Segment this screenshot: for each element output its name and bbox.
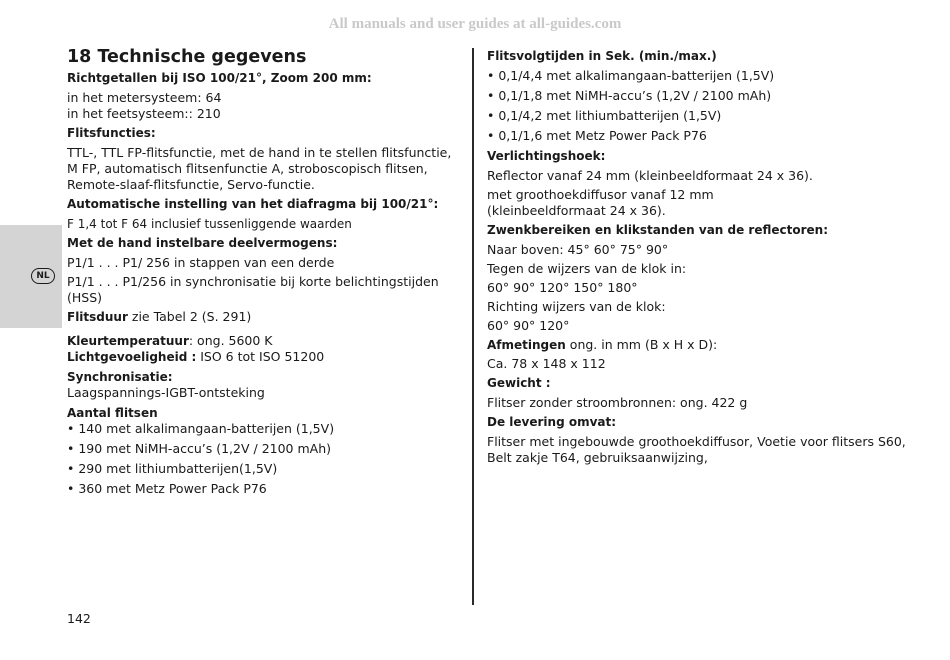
language-badge: NL [31, 268, 55, 284]
flash-count-item: • 190 met NiMH-accu’s (1,2V / 2100 mAh) [67, 441, 332, 456]
angle-heading: Verlichtingshoek: [487, 149, 606, 163]
guide-number-metric: in het metersysteem: 64 [67, 90, 222, 105]
aperture-heading: Automatische instelling van het diafragma bij 100/21°: [67, 197, 439, 211]
color-temp-text: : ong. 5600 K [188, 333, 273, 348]
sync-heading: Synchronisatie: [67, 370, 173, 384]
column-divider [472, 48, 474, 605]
swivel-line: Richting wijzers van de klok: [487, 299, 666, 314]
manual-power-line-1: P1/1 . . . P1/ 256 in stappen van een derde [67, 255, 335, 270]
iso-label: Lichtgevoeligheid : [67, 350, 197, 364]
guide-number-block [67, 90, 462, 122]
watermark: All manuals and user guides at all-guides.com [328, 16, 622, 32]
angle-line-1: Reflector vanaf 24 mm (kleinbeeldformaat 24 x 36). [487, 168, 813, 183]
recycle-item: • 0,1/4,4 met alkalimangaan-batterijen (1,5V) [487, 68, 775, 83]
flash-functions-text: TTL-, TTL FP-flitsfunctie, met de hand in te stellen flitsfunctie, M FP, automatisch flitsenfunctie A, stroboscopisch flitsen, Remote-slaaf-flitsfunctie, Servo-functie. [67, 145, 452, 192]
color-temp-line [67, 333, 462, 349]
delivery-line-1: Flitser met ingebouwde groothoekdiffusor, Voetie voor flitsers S60, [487, 434, 906, 449]
right-column [487, 46, 907, 466]
weight-heading: Gewicht : [487, 376, 551, 390]
flash-functions-heading: Flitsfuncties: [67, 126, 156, 140]
recycle-item: • 0,1/1,6 met Metz Power Pack P76 [487, 128, 707, 143]
flash-count-item: • 290 met lithiumbatterijen(1,5V) [67, 461, 278, 476]
flash-duration-label: Flitsduur [67, 310, 128, 324]
manual-power-line-2: P1/1 . . . P1/256 in synchronisatie bij korte belichtingstijden (HSS) [67, 274, 439, 305]
delivery-heading: De levering omvat: [487, 415, 617, 429]
swivel-heading: Zwenkbereiken en klikstanden van de reflectoren: [487, 223, 829, 237]
recycle-heading: Flitsvolgtijden in Sek. (min./max.) [487, 49, 717, 63]
angle-line-2: met groothoekdiffusor vanaf 12 mm [487, 187, 714, 202]
language-tab [0, 225, 62, 328]
flash-count-item: • 360 met Metz Power Pack P76 [67, 481, 267, 496]
weight-text: Flitser zonder stroombronnen: ong. 422 g [487, 395, 748, 410]
iso-text: ISO 6 tot ISO 51200 [196, 349, 325, 364]
guide-number-heading: Richtgetallen bij ISO 100/21°, Zoom 200 mm: [67, 71, 372, 85]
dimensions-line [487, 337, 907, 353]
dimensions-label: Afmetingen [487, 338, 566, 352]
manual-power-heading: Met de hand instelbare deelvermogens: [67, 236, 338, 250]
recycle-item: • 0,1/4,2 met lithiumbatterijen (1,5V) [487, 108, 722, 123]
aperture-text: F 1,4 tot F 64 inclusief tussenliggende waarden [67, 217, 352, 231]
dimensions-value: Ca. 78 x 148 x 112 [487, 356, 606, 371]
guide-number-feet: in het feetsysteem:: 210 [67, 106, 221, 121]
page-number: 142 [67, 611, 91, 626]
sync-text: Laagspannings-IGBT-ontsteking [67, 385, 265, 400]
dimensions-text: ong. in mm (B x H x D): [565, 337, 718, 352]
swivel-line: Naar boven: 45° 60° 75° 90° [487, 242, 669, 257]
color-temp-label: Kleurtemperatuur [67, 334, 189, 348]
left-column [67, 46, 462, 497]
swivel-line: 60° 90° 120° [487, 318, 570, 333]
flash-count-heading: Aantal flitsen [67, 406, 158, 420]
angle-line-3: (kleinbeeldformaat 24 x 36). [487, 203, 666, 218]
flash-duration-text: zie Tabel 2 (S. 291) [127, 309, 252, 324]
recycle-item: • 0,1/1,8 met NiMH-accu’s (1,2V / 2100 mAh) [487, 88, 772, 103]
swivel-line: 60° 90° 120° 150° 180° [487, 280, 638, 295]
delivery-line-2: Belt zakje T64, gebruiksaanwijzing, [487, 450, 708, 465]
iso-line [67, 349, 462, 365]
swivel-line: Tegen de wijzers van de klok in: [487, 261, 687, 276]
flash-count-item: • 140 met alkalimangaan-batterijen (1,5V) [67, 421, 335, 436]
page-title: 18 Technische gegevens [67, 47, 307, 67]
flash-duration-line [67, 309, 462, 325]
